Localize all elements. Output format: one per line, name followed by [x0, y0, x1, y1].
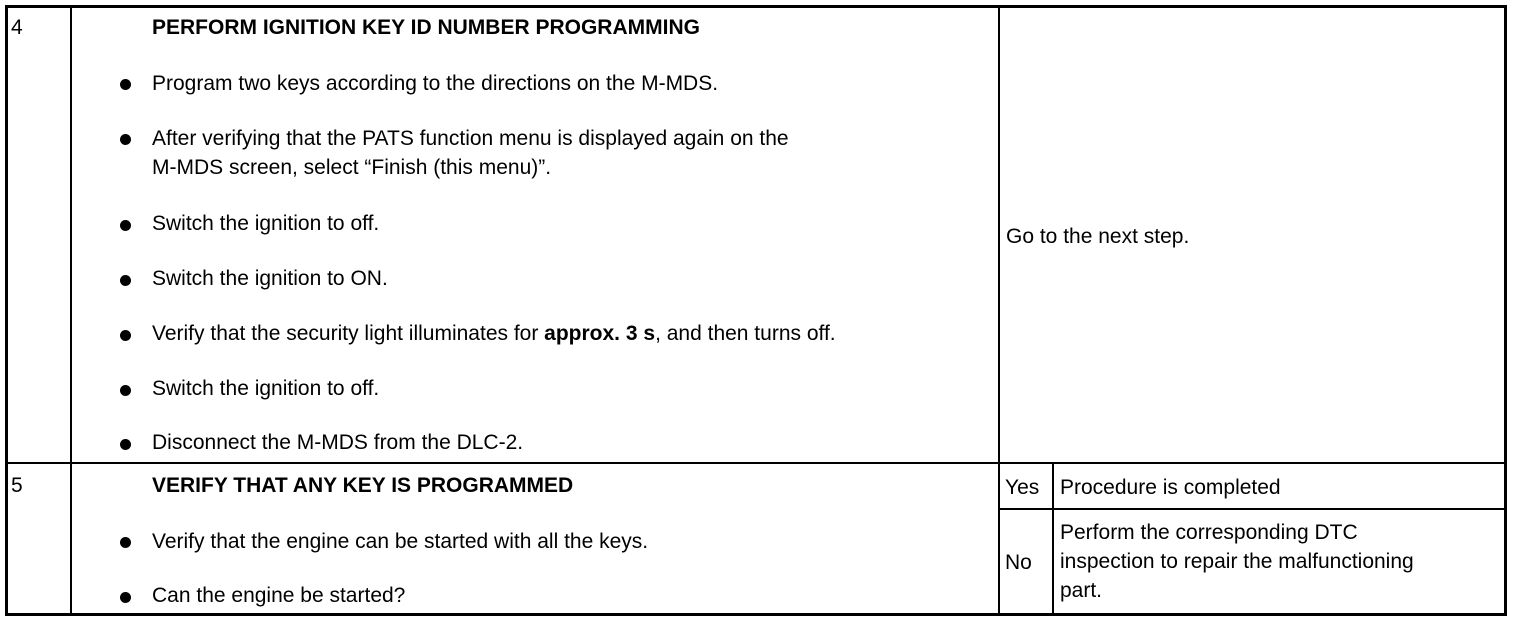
answer-no-action-line-1: Perform the corresponding DTC	[1060, 521, 1358, 544]
list-item-text: Can the engine be started?	[152, 584, 406, 607]
table-border-bottom	[5, 613, 1507, 616]
step-column-divider	[70, 5, 72, 616]
list-item-text: Program two keys according to the directions on the M-MDS.	[152, 72, 719, 95]
answer-no-action-line-2: inspection to repair the malfunctioning	[1060, 550, 1414, 573]
answer-row-divider	[998, 508, 1507, 510]
table-border-top	[5, 5, 1507, 8]
list-item-text: Verify that the engine can be started with all the keys.	[152, 530, 649, 553]
bullet-icon	[120, 439, 131, 450]
bullet-icon	[120, 275, 131, 286]
bullet-icon	[120, 220, 131, 231]
bullet-icon	[120, 134, 131, 145]
result-column-divider	[998, 5, 1000, 616]
table-border-right	[1504, 5, 1507, 616]
answer-no-label: No	[1005, 551, 1032, 574]
list-item-text: Switch the ignition to ON.	[152, 267, 388, 290]
row-divider	[5, 462, 1507, 464]
list-item-text-before: Verify that the security light illuminates for	[152, 322, 545, 345]
answer-yes-label: Yes	[1005, 476, 1040, 499]
answer-label-divider	[1052, 462, 1054, 616]
step-result: Go to the next step.	[1006, 225, 1190, 248]
table-border-left	[5, 5, 8, 616]
answer-yes-action: Procedure is completed	[1060, 476, 1281, 499]
step-heading: PERFORM IGNITION KEY ID NUMBER PROGRAMMING	[152, 16, 700, 39]
list-item-text: Switch the ignition to off.	[152, 212, 380, 235]
emphasis-text: approx. 3 s	[544, 322, 656, 345]
list-item-text: Disconnect the M-MDS from the DLC-2.	[152, 431, 524, 454]
list-item-text-after: , and then turns off.	[655, 322, 836, 345]
bullet-icon	[120, 537, 131, 548]
bullet-icon	[120, 330, 131, 341]
answer-no-action-line-3: part.	[1060, 579, 1103, 602]
list-item-text-line-2: M-MDS screen, select “Finish (this menu)”.	[152, 156, 552, 179]
bullet-icon	[120, 592, 131, 603]
step-heading: VERIFY THAT ANY KEY IS PROGRAMMED	[152, 474, 574, 497]
step-number: 4	[11, 16, 23, 39]
bullet-icon	[120, 385, 131, 396]
list-item-text	[152, 319, 836, 349]
list-item-text-line-1: After verifying that the PATS function menu is displayed again on the	[152, 127, 789, 150]
list-item-text: Switch the ignition to off.	[152, 377, 380, 400]
step-number: 5	[11, 474, 23, 497]
bullet-icon	[120, 79, 131, 90]
